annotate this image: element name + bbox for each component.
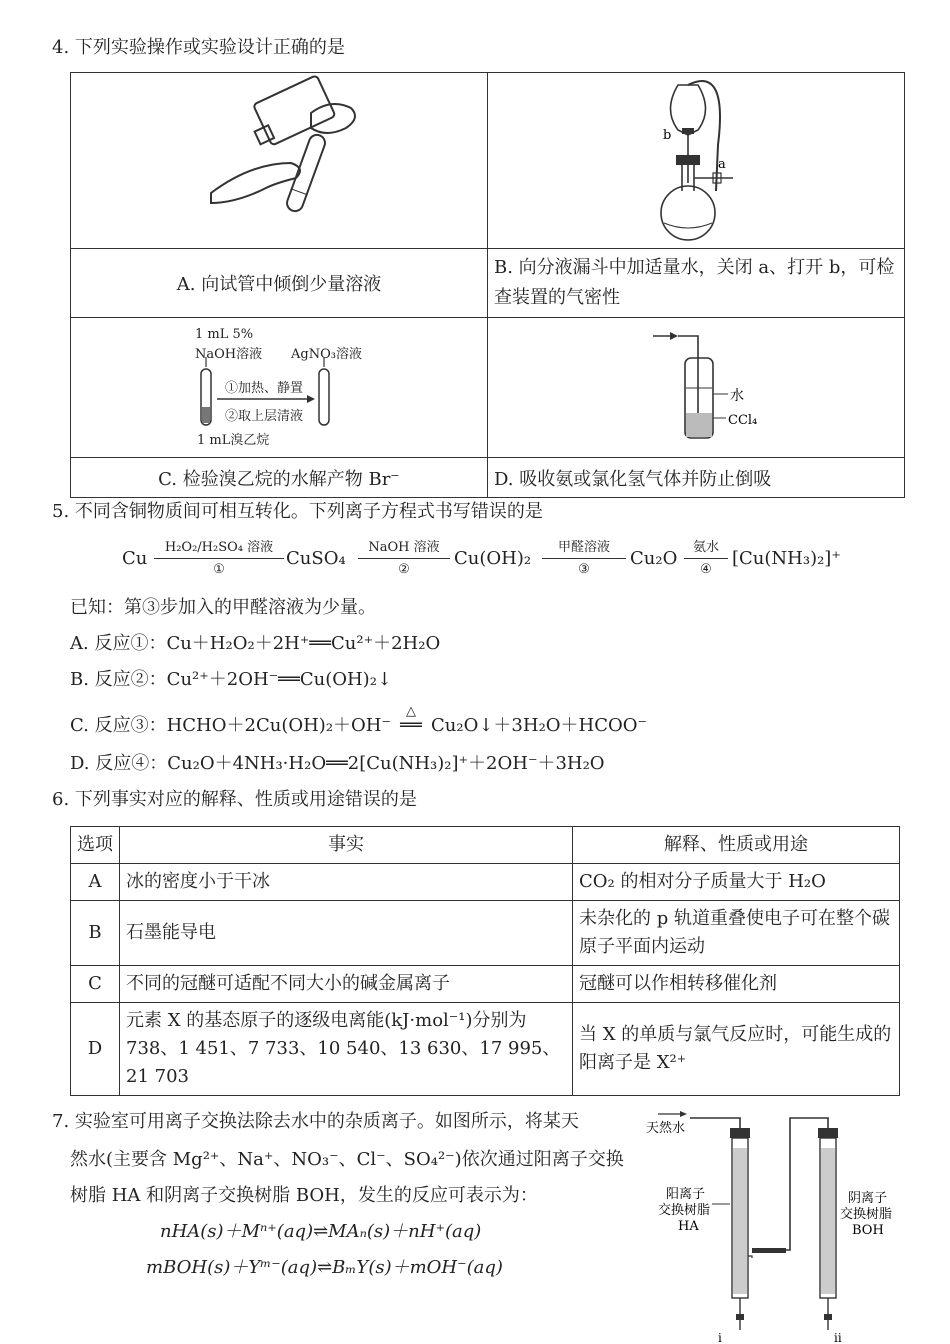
q5-option-b: B. 反应②：Cu²⁺＋2OH⁻══Cu(OH)₂↓ bbox=[70, 669, 392, 690]
step2-number: ② bbox=[398, 562, 410, 577]
hydrolysis-tubes-figure bbox=[191, 357, 331, 437]
label-i: i bbox=[718, 1331, 722, 1344]
q6-header-explain: 解释、性质或用途 bbox=[573, 827, 900, 864]
q6-header-option: 选项 bbox=[71, 827, 120, 864]
q6-row-explain: 冠醚可以作相转移催化剂 bbox=[573, 966, 900, 1003]
chain-cu: Cu bbox=[122, 548, 148, 569]
q5-stem: 5. 不同含铜物质间可相互转化。下列离子方程式书写错误的是 bbox=[52, 501, 543, 522]
step3-reagent: 甲醛溶液 bbox=[557, 540, 610, 555]
q4-figure-b bbox=[488, 73, 905, 249]
label-anion-1: 阴离子 bbox=[848, 1191, 888, 1206]
label-water: 水 bbox=[730, 388, 744, 404]
label-naoh-volume: 1 mL 5% bbox=[195, 326, 254, 342]
label-anion-3: BOH bbox=[852, 1223, 884, 1238]
q4-option-d: D. 吸收氨或氯化氢气体并防止倒吸 bbox=[488, 458, 905, 498]
step4-number: ④ bbox=[700, 562, 712, 577]
q7-line3: 树脂 HA 和阴离子交换树脂 BOH，发生的反应可表示为： bbox=[70, 1185, 538, 1206]
label-anion-2: 交换树脂 bbox=[840, 1207, 893, 1222]
q6-row-option: C bbox=[71, 966, 120, 1003]
q5-option-c: C. 反应③：HCHO＋2Cu(OH)₂＋OH⁻ △ ══ Cu₂O↓＋3H₂O＋HCOO⁻ bbox=[70, 714, 647, 738]
q6-stem: 6. 下列事实对应的解释、性质或用途错误的是 bbox=[52, 789, 417, 810]
label-ccl4: CCl₄ bbox=[728, 413, 758, 428]
label-cation-2: 交换树脂 bbox=[658, 1203, 711, 1218]
chain-complex: [Cu(NH₃)₂]⁺ bbox=[732, 548, 841, 569]
label-agno3: AgNO₃溶液 bbox=[291, 346, 362, 362]
heat-symbol: △ bbox=[406, 704, 416, 719]
q6-header-fact: 事实 bbox=[120, 827, 573, 864]
q4-option-a: A. 向试管中倾倒少量溶液 bbox=[71, 249, 488, 318]
q7-equation-2: mBOH(s)＋Yᵐ⁻(aq)⇌BₘY(s)＋mOH⁻(aq) bbox=[146, 1257, 503, 1278]
q4-figure-c bbox=[71, 318, 488, 458]
pouring-test-tube-figure bbox=[71, 73, 487, 243]
q7-line1: 7. 实验室可用离子交换法除去水中的杂质离子。如图所示，将某天 bbox=[52, 1111, 579, 1132]
label-bromoethane: 1 mL溴乙烷 bbox=[197, 432, 270, 448]
label-b: b bbox=[663, 128, 672, 143]
step4-reagent: 氨水 bbox=[692, 540, 719, 555]
q5-note: 已知：第③步加入的甲醛溶液为少量。 bbox=[70, 597, 376, 618]
separatory-funnel-flask-figure bbox=[488, 73, 904, 243]
ion-exchange-columns-figure bbox=[640, 1108, 920, 1344]
label-cation-1: 阳离子 bbox=[666, 1187, 706, 1202]
chain-cuoh2: Cu(OH)₂ bbox=[454, 548, 532, 569]
q6-row-option: A bbox=[71, 864, 120, 901]
label-ii: ii bbox=[834, 1331, 842, 1344]
q4-stem: 4. 下列实验操作或实验设计正确的是 bbox=[52, 37, 345, 58]
label-cation-3: HA bbox=[678, 1219, 699, 1234]
q6-row-option: B bbox=[71, 901, 120, 966]
q7-line2: 然水(主要含 Mg²⁺、Na⁺、NO₃⁻、Cl⁻、SO₄²⁻)依次通过阳离子交换 bbox=[70, 1149, 624, 1170]
label-natural-water: 天然水 bbox=[646, 1121, 686, 1136]
q6-row-explain: 当 X 的单质与氯气反应时，可能生成的阳离子是 X²⁺ bbox=[573, 1003, 900, 1096]
q6-row-fact: 元素 X 的基态原子的逐级电离能(kJ·mol⁻¹)分别为 738、1 451、7 733、10 540、13 630、17 995、21 703 bbox=[120, 1003, 573, 1096]
step1-reagent: H₂O₂/H₂SO₄ 溶液 bbox=[164, 540, 274, 555]
q6-row-fact: 冰的密度小于干冰 bbox=[120, 864, 573, 901]
chain-cu2o: Cu₂O bbox=[630, 548, 678, 569]
q6-row-option: D bbox=[71, 1003, 120, 1096]
q7-equation-1: nHA(s)＋Mⁿ⁺(aq)⇌MAₙ(s)＋nH⁺(aq) bbox=[160, 1221, 482, 1242]
chain-cuso4: CuSO₄ bbox=[286, 548, 346, 569]
q4-option-b: B. 向分液漏斗中加适量水，关闭 a、打开 b，可检 查装置的气密性 bbox=[488, 249, 905, 318]
q6-row-fact: 不同的冠醚可适配不同大小的碱金属离子 bbox=[120, 966, 573, 1003]
label-naoh: NaOH溶液 bbox=[195, 346, 263, 362]
step1-number: ① bbox=[213, 562, 225, 577]
gas-absorption-figure bbox=[488, 318, 904, 452]
q4-options-table bbox=[70, 72, 905, 498]
q4-figure-d bbox=[488, 318, 905, 458]
q6-row-explain: 未杂化的 p 轨道重叠使电子可在整个碳原子平面内运动 bbox=[573, 901, 900, 966]
q5-option-a: A. 反应①：Cu＋H₂O₂＋2H⁺══Cu²⁺＋2H₂O bbox=[70, 633, 441, 654]
q4-option-c: C. 检验溴乙烷的水解产物 Br⁻ bbox=[71, 458, 488, 498]
q6-row-explain: CO₂ 的相对分子质量大于 H₂O bbox=[573, 864, 900, 901]
q6-table bbox=[70, 826, 900, 1096]
q5-option-d: D. 反应④：Cu₂O＋4NH₃·H₂O══2[Cu(NH₃)₂]⁺＋2OH⁻＋3H₂O bbox=[70, 753, 605, 774]
label-step1: ①加热、静置 bbox=[225, 380, 304, 396]
q6-row-fact: 石墨能导电 bbox=[120, 901, 573, 966]
q5-reaction-chain bbox=[122, 534, 862, 582]
label-a: a bbox=[718, 157, 726, 172]
q4-figure-a bbox=[71, 73, 488, 249]
step3-number: ③ bbox=[578, 562, 590, 577]
label-step2: ②取上层清液 bbox=[225, 408, 304, 424]
step2-reagent: NaOH 溶液 bbox=[368, 540, 440, 555]
